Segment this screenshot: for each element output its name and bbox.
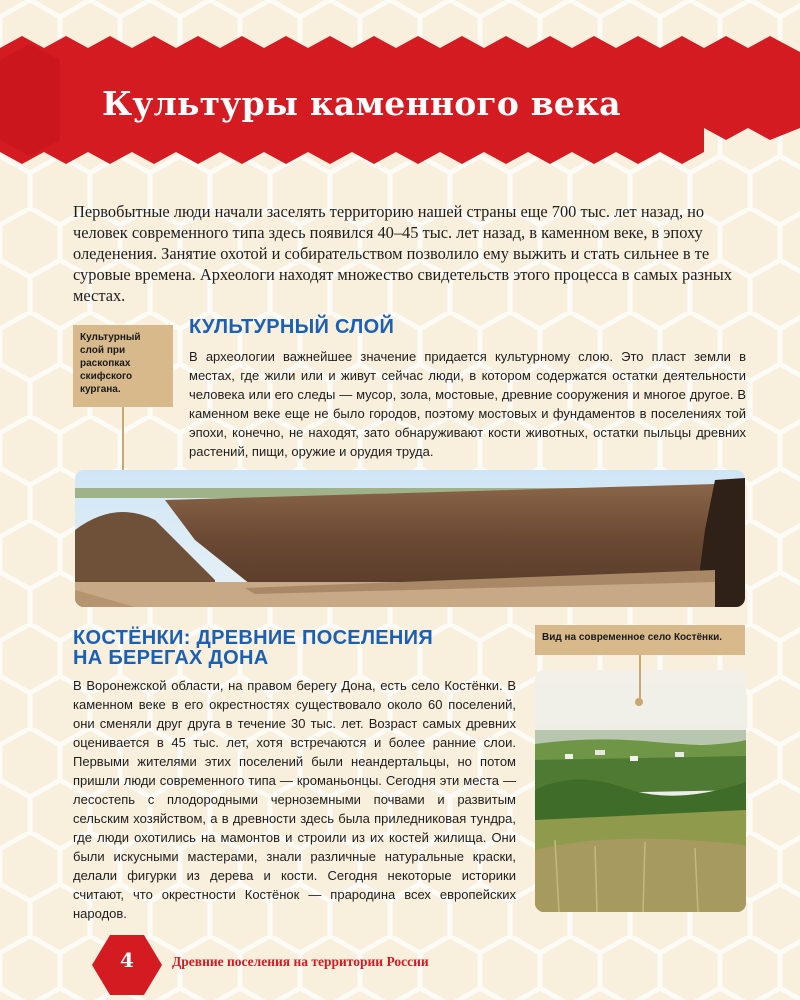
caption-pointer-dot-2 <box>635 698 643 706</box>
section-heading-kostenki <box>73 628 513 668</box>
page-number: 4 <box>120 948 134 972</box>
page-title: Культуры каменного века <box>102 84 621 123</box>
intro-paragraph: Первобытные люди начали заселять территорию нашей страны еще 700 тыс. лет назад, но человек современного типа здесь появился 40–45 тыс. лет назад, в каменном веке, в эпоху оледенения. Занятие охотой и собирательством позволило ему выжить и стать сильнее в те суровые времена. Археологи находят множество свидетельств этого процесса в самых разных местах. <box>73 202 732 305</box>
caption-pointer-line-2 <box>639 655 641 701</box>
footer-title: Древние поселения на территории России <box>172 954 429 969</box>
section-heading-kostenki-line2: НА БЕРЕГАХ ДОНА <box>73 647 269 669</box>
village-photo <box>535 670 746 912</box>
photo-caption-kostenki: Вид на современное село Костёнки. <box>535 625 745 655</box>
photo-caption-cultural-layer: Культурный слой при раскопках скифского кургана. <box>73 325 173 407</box>
section-body-kostenki: В Воронежской области, на правом берегу Дона, есть село Костёнки. В каменном веке в его окрестностях существовало около 60 поселений, они сменяли друг друга в течение 30 тыс. лет. Возраст самых древних оценивается в 45 тыс. лет, хотя встречаются и более ранние слои. Первыми жителями этих поселений были неандертальцы, но потом пришли люди современного типа — кроманьонцы. Сегодня эти места — лесостепь с плодородными черноземными почвами и развитым сельским хозяйством, а в древности здесь была приледниковая тундра, где люди охотились на мамонтов и строили из их костей жилища. Они были искусными мастерами, знали различные натуральные краски, делали фигурки из дерева и кости. Сегодня некоторые историки считают, что окрестности Костёнок — прародина всех европейских народов. <box>73 678 516 921</box>
section-heading-kostenki-line1: КОСТЁНКИ: ДРЕВНИЕ ПОСЕЛЕНИЯ <box>73 627 434 649</box>
excavation-photo <box>75 470 745 607</box>
section-heading-cultural-layer: КУЛЬТУРНЫЙ СЛОЙ <box>189 316 395 338</box>
section-body-cultural-layer: В археологии важнейшее значение придается культурному слою. Это пласт земли в местах, где жили или и живут сейчас люди, в котором содержатся остатки деятельности человека или его следы — мусор, зола, мостовые, древние сооружения и многое другое. В каменном веке еще не было городов, поэтому мостовых и фундаментов в поселениях той эпохи, конечно, не находят, зато обнаруживают кости животных, остатки пыльцы древних растений, пищи, оружие и орудия труда. <box>189 349 746 459</box>
